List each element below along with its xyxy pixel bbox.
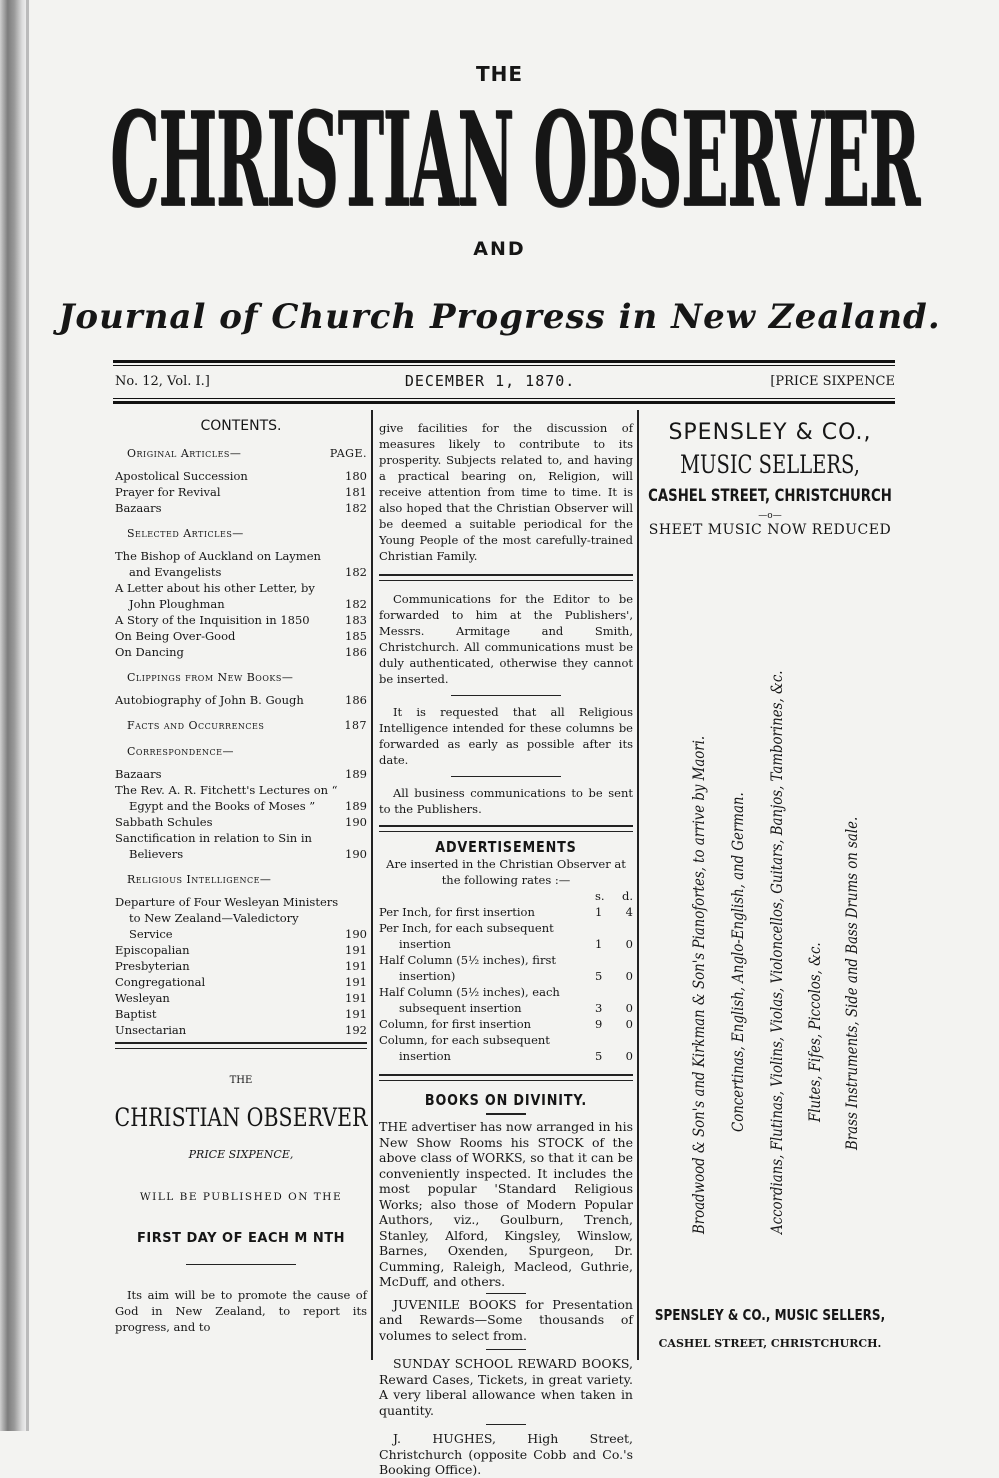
entry-title: Departure of Four Wesleyan Ministers to New Zealand—Valedictory Service bbox=[115, 895, 339, 941]
contents-entry bbox=[115, 990, 367, 1006]
rate-shillings: 5 bbox=[595, 1049, 603, 1063]
contents-entry bbox=[115, 894, 367, 942]
page-number: 191 bbox=[345, 943, 367, 957]
contents-entry bbox=[115, 958, 367, 974]
page-number: 192 bbox=[345, 1023, 367, 1037]
rate-pence: 0 bbox=[625, 1049, 633, 1063]
section-title: Original Articles— bbox=[127, 447, 242, 460]
rate-pence: 0 bbox=[625, 937, 633, 951]
column-rule-1 bbox=[371, 410, 373, 1360]
rate-row bbox=[379, 1032, 633, 1064]
page-number: 182 bbox=[345, 597, 367, 611]
rate-row bbox=[379, 1016, 633, 1032]
page-column-label: PAGE. bbox=[329, 447, 367, 460]
pence-label: d. bbox=[621, 889, 633, 903]
entry-title: The Rev. A. R. Fitchett's Lectures on “ Egypt and the Books of Moses ” bbox=[115, 783, 338, 813]
instrument-line-2: Concertinas, English, Anglo-English, and German. bbox=[729, 792, 747, 1132]
contents-entry bbox=[115, 500, 367, 516]
issue-number: No. 12, Vol. I.] bbox=[115, 373, 210, 389]
rate-pence: 4 bbox=[625, 905, 633, 919]
contents-section-title bbox=[115, 872, 367, 888]
announcement-published: WILL BE PUBLISHED ON THE bbox=[139, 1191, 343, 1203]
rate-shillings: 1 bbox=[595, 905, 603, 919]
books-paragraph-3: SUNDAY SCHOOL REWARD BOOKS, Reward Cases, Tickets, in great variety. A very liberal allowance when taken in quantity. bbox=[379, 1356, 633, 1418]
page-binding-edge bbox=[0, 0, 26, 1431]
masthead-subtitle: Journal of Church Progress in New Zealand. bbox=[58, 297, 941, 337]
advertising-rates bbox=[379, 904, 633, 1064]
instrument-line-3: Accordians, Flutinas, Violins, Violas, Violoncellos, Guitars, Banjos, Tamborines, &c. bbox=[768, 670, 786, 1234]
entry-title: A Story of the Inquisition in 1850 bbox=[115, 613, 310, 627]
books-paragraph-1: THE advertiser has now arranged in his New Show Rooms his STOCK of the above class of WORKS, so that it can be conveniently inspected. It includes the most popular 'Standard Religious Works; also those of Modern Popular Authors, viz., Goulburn, Trench, Stanley, Alford, Kingsley, Winslow, Barnes, Oxenden, Spurgeon, Dr. Cumming, Raleigh, Macleod, Guthrie, McDuff, and others. bbox=[379, 1119, 633, 1289]
instrument-line-4: Flutes, Fifes, Piccolos, &c. bbox=[806, 942, 824, 1122]
contents-entry bbox=[115, 612, 367, 628]
rate-row bbox=[379, 984, 633, 1016]
books-paragraph-2: JUVENILE BOOKS for Presentation and Rewards—Some thousands of volumes to select from. bbox=[379, 1296, 633, 1343]
issue-date: DECEMBER 1, 1870. bbox=[404, 372, 576, 390]
religious-intelligence-note: It is requested that all Religious Intelligence intended for these columns be forwarded as early as possible after its date. bbox=[379, 705, 633, 767]
page-number: 186 bbox=[345, 693, 367, 707]
contents-entry bbox=[115, 830, 367, 862]
contents-entry bbox=[115, 580, 367, 612]
entry-title: Sabbath Schules bbox=[115, 815, 213, 829]
announcement-aim: Its aim will be to promote the cause of God in New Zealand, to report its progress, and to bbox=[115, 1288, 367, 1334]
contents-entry bbox=[115, 1006, 367, 1022]
entry-title: Presbyterian bbox=[115, 959, 190, 973]
rate-pence: 0 bbox=[625, 1001, 633, 1015]
entry-title: On Dancing bbox=[115, 645, 184, 659]
rule-date bbox=[113, 401, 895, 404]
page-number: 181 bbox=[345, 485, 367, 499]
advertiser-address: CASHEL STREET, CHRISTCHURCH bbox=[648, 486, 892, 506]
footer-name: SPENSLEY & CO., MUSIC SELLERS, bbox=[654, 1306, 886, 1324]
column-rule-2 bbox=[637, 410, 639, 1360]
contents-entry bbox=[115, 782, 367, 814]
entry-title: Episcopalian bbox=[115, 943, 190, 957]
issue-price: [PRICE SIXPENCE bbox=[770, 373, 895, 389]
entry-title: Baptist bbox=[115, 1007, 157, 1021]
masthead-the: THE bbox=[475, 62, 524, 86]
page-number: 182 bbox=[345, 565, 367, 579]
page-number: 191 bbox=[345, 975, 367, 989]
rate-label: Half Column (5½ inches), first insertion) bbox=[379, 953, 556, 983]
contents-section-title bbox=[115, 670, 367, 686]
contents-entry bbox=[115, 468, 367, 484]
page-number: 186 bbox=[345, 645, 367, 659]
music-sellers-advert bbox=[641, 418, 899, 538]
rate-row bbox=[379, 904, 633, 920]
announcement-the: THE bbox=[229, 1075, 253, 1086]
entry-title: On Being Over-Good bbox=[115, 629, 236, 643]
page-number: 180 bbox=[345, 469, 367, 483]
sheet-music-notice: SHEET MUSIC NOW REDUCED bbox=[648, 522, 892, 538]
section-title: Clippings from New Books— bbox=[127, 671, 294, 684]
rate-pence: 0 bbox=[625, 1017, 633, 1031]
section-title: Religious Intelligence— bbox=[127, 873, 272, 886]
page-number: 191 bbox=[345, 991, 367, 1005]
rate-pence: 0 bbox=[625, 969, 633, 983]
contents-section-title bbox=[115, 744, 367, 760]
announcement bbox=[115, 1042, 367, 1335]
books-paragraph-4: J. HUGHES, High Street, Christchurch (opposite Cobb and Co.'s Booking Office). bbox=[379, 1431, 633, 1477]
entry-title: Apostolical Succession bbox=[115, 469, 248, 483]
section-title: Correspondence— bbox=[127, 745, 234, 758]
entry-title: The Bishop of Auckland on Laymen and Evangelists bbox=[115, 549, 321, 579]
footer-address: CASHEL STREET, CHRISTCHURCH. bbox=[658, 1337, 882, 1350]
rule-top bbox=[113, 360, 895, 363]
rate-shillings: 1 bbox=[595, 937, 603, 951]
contents-entry bbox=[115, 1022, 367, 1038]
advertisements-intro: Are inserted in the Christian Observer at the following rates :— bbox=[386, 857, 626, 887]
advertiser-trade: MUSIC SELLERS, bbox=[680, 450, 860, 479]
contents-entry bbox=[115, 484, 367, 500]
page-number: 189 bbox=[345, 799, 367, 813]
contents-entry bbox=[115, 548, 367, 580]
announcement-title: CHRISTIAN OBSERVER bbox=[114, 1103, 368, 1132]
binding-shadow bbox=[26, 0, 29, 1431]
announcement-price: PRICE SIXPENCE, bbox=[188, 1148, 294, 1161]
rate-shillings: 3 bbox=[595, 1001, 603, 1015]
rate-row bbox=[379, 920, 633, 952]
rule-date-thin bbox=[113, 398, 895, 399]
masthead-title: CHRISTIAN OBSERVER bbox=[110, 83, 919, 236]
page-number: 191 bbox=[345, 959, 367, 973]
dateline bbox=[115, 372, 895, 390]
page-number: 190 bbox=[345, 927, 367, 941]
contents-section-title bbox=[115, 718, 367, 734]
page-number: 190 bbox=[345, 847, 367, 861]
contents-section-title bbox=[115, 446, 367, 462]
rate-label: Column, for first insertion bbox=[379, 1017, 532, 1031]
contents-entry bbox=[115, 628, 367, 644]
books-heading: BOOKS ON DIVINITY. bbox=[424, 1091, 588, 1109]
entry-title: A Letter about his other Letter, by John Ploughman bbox=[115, 581, 315, 611]
contents-entry bbox=[115, 766, 367, 782]
rule-top-thin bbox=[113, 365, 895, 366]
section-title: Facts and Occurrences bbox=[127, 719, 265, 732]
entry-title: Wesleyan bbox=[115, 991, 170, 1005]
rate-label: Per Inch, for each subsequent insertion bbox=[379, 921, 554, 951]
contents-section-title bbox=[115, 526, 367, 542]
editor-communications: Communications for the Editor to be forwarded to him at the Publishers', Messrs. Armitage and Smith, Christchurch. All communications must be duly authenticated, otherwise they cannot be inserted. bbox=[379, 592, 633, 686]
contents-entry bbox=[115, 942, 367, 958]
rate-label: Column, for each subsequent insertion bbox=[379, 1033, 550, 1063]
page-number: 191 bbox=[345, 1007, 367, 1021]
rate-label: Per Inch, for first insertion bbox=[379, 905, 535, 919]
instrument-line-5: Brass Instruments, Side and Bass Drums on sale. bbox=[843, 816, 861, 1150]
intro-continued: give facilities for the discussion of measures likely to contribute to its prosperity. Subjects related to, and having a practical bearing on, Religion, will receive attention from time to time. It is also hoped that the Christian Observer will be deemed a suitable periodical for the Young People of the most carefully-trained Christian Family. bbox=[379, 421, 633, 563]
advertisements-heading: ADVERTISEMENTS bbox=[435, 838, 577, 856]
rate-row bbox=[379, 952, 633, 984]
page-number: 182 bbox=[345, 501, 367, 515]
rate-shillings: 9 bbox=[595, 1017, 603, 1031]
contents-entry bbox=[115, 692, 367, 708]
entry-title: Autobiography of John B. Gough bbox=[115, 693, 304, 707]
rate-shillings: 5 bbox=[595, 969, 603, 983]
entry-title: Unsectarian bbox=[115, 1023, 187, 1037]
entry-title: Bazaars bbox=[115, 501, 162, 515]
advertiser-name: SPENSLEY & CO., bbox=[668, 420, 872, 445]
instrument-line-1: Broadwood & Son's and Kirkman & Son's Pianofortes, to arrive by Maori. bbox=[690, 735, 708, 1234]
business-note: All business communications to be sent to the Publishers. bbox=[379, 786, 633, 816]
page-number: 185 bbox=[345, 629, 367, 643]
page-number: 190 bbox=[345, 815, 367, 829]
shillings-label: s. bbox=[595, 889, 605, 903]
entry-title: Sanctification in relation to Sin in Believers bbox=[115, 831, 312, 861]
page-number: 183 bbox=[345, 613, 367, 627]
masthead-and: AND bbox=[473, 238, 526, 260]
ornament: —o— bbox=[758, 511, 782, 521]
contents-list bbox=[115, 446, 367, 1038]
entry-title: Bazaars bbox=[115, 767, 162, 781]
rate-label: Half Column (5½ inches), each subsequent insertion bbox=[379, 985, 560, 1015]
section-title: Selected Articles— bbox=[127, 527, 244, 540]
entry-title: Congregational bbox=[115, 975, 206, 989]
middle-column bbox=[379, 420, 633, 1478]
contents-column bbox=[115, 418, 367, 1038]
contents-entry bbox=[115, 814, 367, 830]
contents-entry bbox=[115, 644, 367, 660]
entry-title: Prayer for Revival bbox=[115, 485, 221, 499]
advert-footer bbox=[641, 1306, 899, 1352]
contents-entry bbox=[115, 974, 367, 990]
page-number: 187 bbox=[344, 719, 367, 732]
page-number: 189 bbox=[345, 767, 367, 781]
announcement-first-day: FIRST DAY OF EACH M NTH bbox=[137, 1231, 345, 1246]
contents-heading: CONTENTS. bbox=[200, 418, 282, 434]
